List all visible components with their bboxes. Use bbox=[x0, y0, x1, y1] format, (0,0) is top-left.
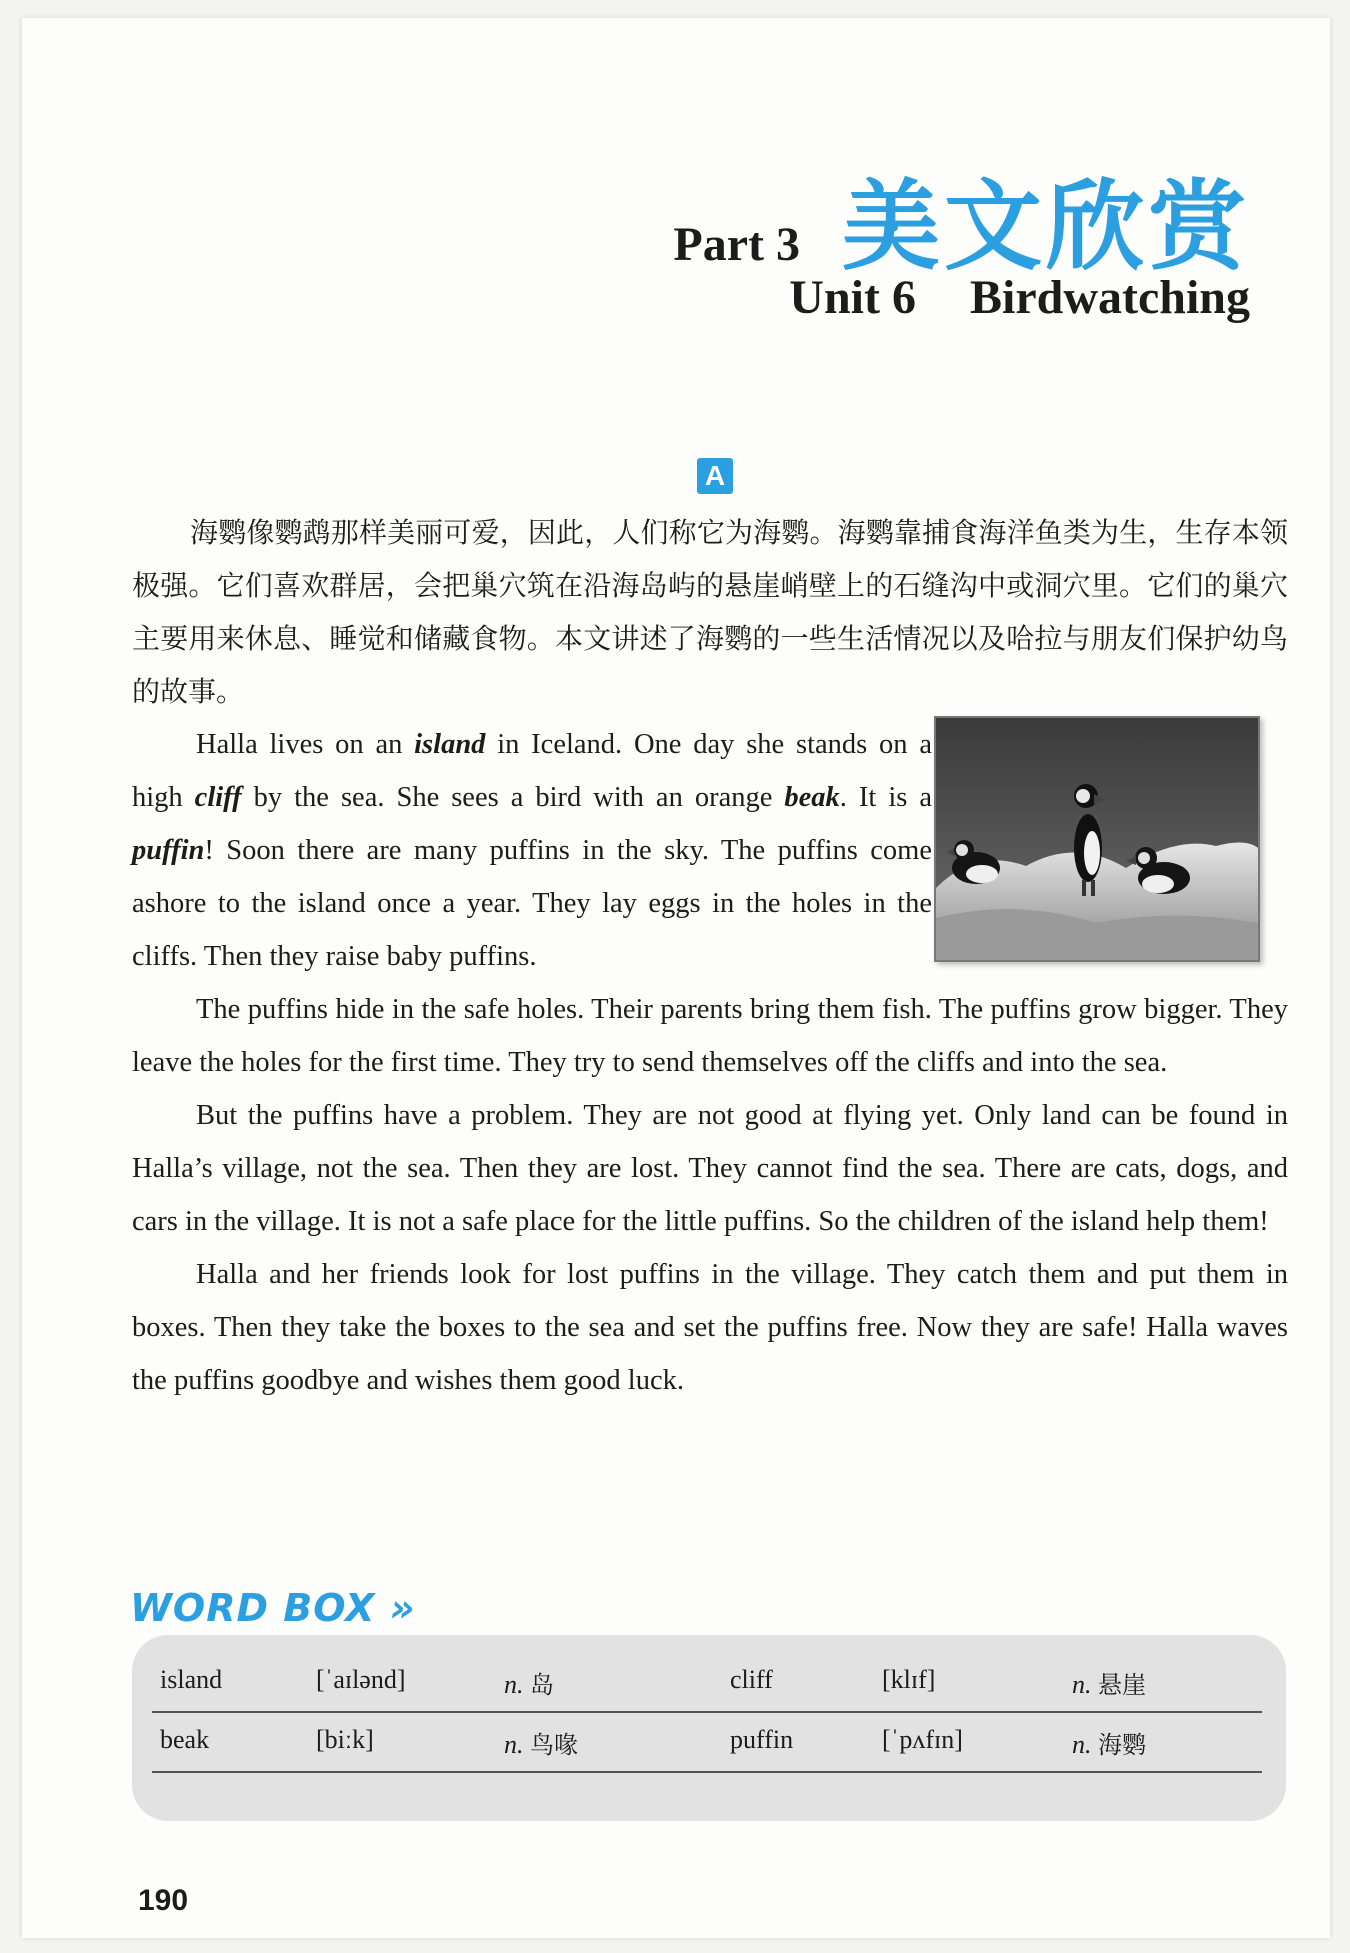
part-title-cn: 美文欣赏 bbox=[841, 170, 1250, 284]
paragraph-2: The puffins hide in the safe holes. Their parents bring them fish. The puffins grow bigger. They leave the holes for the first time. They try to send themselves off the cliffs and into the sea. bbox=[132, 994, 1288, 1078]
p1-text-4: . It is a bbox=[839, 782, 932, 813]
definition bbox=[504, 1725, 578, 1760]
definition bbox=[504, 1665, 554, 1700]
part-of-speech: n. bbox=[1072, 1730, 1092, 1759]
intro-chinese: 海鹦像鹦鹉那样美丽可爱，因此，人们称它为海鹦。海鹦靠捕食海洋鱼类为生，生存本领极强。它们喜欢群居，会把巢穴筑在沿海岛屿的悬崖峭壁上的石缝沟中或洞穴里。它们的巢穴主要用来休息、睡觉和储藏食物。本文讲述了海鹦的一些生活情况以及哈拉与朋友们保护幼鸟的故事。 bbox=[132, 516, 1288, 708]
phonetic: [klɪf] bbox=[882, 1665, 936, 1694]
p1-text-3: by the sea. She sees a bird with an orange bbox=[241, 782, 785, 813]
meaning-cn: 悬崖 bbox=[1098, 1671, 1146, 1699]
word-box-row bbox=[152, 1715, 1262, 1773]
meaning-cn: 鸟喙 bbox=[530, 1731, 578, 1759]
paragraph-3: But the puffins have a problem. They are not good at flying yet. Only land can be found in Halla’s village, not the sea. Then they are lost. They cannot find the sea. There are cats, dogs, and cars in the village. It is not a safe place for the little puffins. So the children of the island help them! bbox=[132, 1100, 1288, 1237]
p1-text-1: Halla lives on an bbox=[196, 729, 415, 760]
vocab-island: island bbox=[414, 729, 486, 760]
word-box bbox=[132, 1635, 1286, 1821]
phonetic: [biːk] bbox=[316, 1725, 374, 1754]
word: island bbox=[160, 1665, 223, 1694]
unit-label: Unit 6 bbox=[789, 271, 916, 324]
word-box-title: WORD BOX » bbox=[130, 1586, 416, 1630]
part-label: Part 3 bbox=[673, 218, 800, 271]
part-heading bbox=[673, 148, 1250, 289]
photo-spacer bbox=[932, 718, 1288, 980]
phonetic: [ˈaɪlənd] bbox=[316, 1665, 406, 1694]
phonetic: [ˈpʌfɪn] bbox=[882, 1725, 963, 1754]
word-box-row bbox=[152, 1655, 1262, 1713]
textbook-page bbox=[22, 18, 1330, 1938]
part-of-speech: n. bbox=[504, 1730, 524, 1759]
word: beak bbox=[160, 1725, 210, 1754]
meaning-cn: 岛 bbox=[530, 1671, 554, 1699]
paragraph-4: Halla and her friends look for lost puffins in the village. They catch them and put them in boxes. Then they take the boxes to the sea and set the puffins free. Now they are safe! Halla waves the puffins goodbye and wishes them good luck. bbox=[132, 1259, 1288, 1396]
definition bbox=[1072, 1725, 1146, 1760]
article-body bbox=[132, 718, 1288, 1407]
vocab-beak: beak bbox=[784, 782, 840, 813]
p1-text-5: ! Soon there are many puffins in the sky. The puffins come ashore to the island once a year. They lay eggs in the holes in the cliffs. Then they raise baby puffins. bbox=[132, 835, 932, 972]
vocab-puffin: puffin bbox=[132, 835, 205, 866]
unit-heading bbox=[789, 270, 1250, 325]
p1-text-2: in Iceland. One day she stands on a high bbox=[132, 729, 932, 813]
word: puffin bbox=[730, 1725, 794, 1754]
word: cliff bbox=[730, 1665, 773, 1694]
page-number: 190 bbox=[138, 1884, 189, 1917]
section-marker: A bbox=[697, 458, 733, 494]
unit-title: Birdwatching bbox=[969, 271, 1250, 324]
vocab-cliff: cliff bbox=[194, 782, 242, 813]
definition bbox=[1072, 1665, 1146, 1700]
part-of-speech: n. bbox=[504, 1670, 524, 1699]
part-of-speech: n. bbox=[1072, 1670, 1092, 1699]
meaning-cn: 海鹦 bbox=[1098, 1731, 1146, 1759]
